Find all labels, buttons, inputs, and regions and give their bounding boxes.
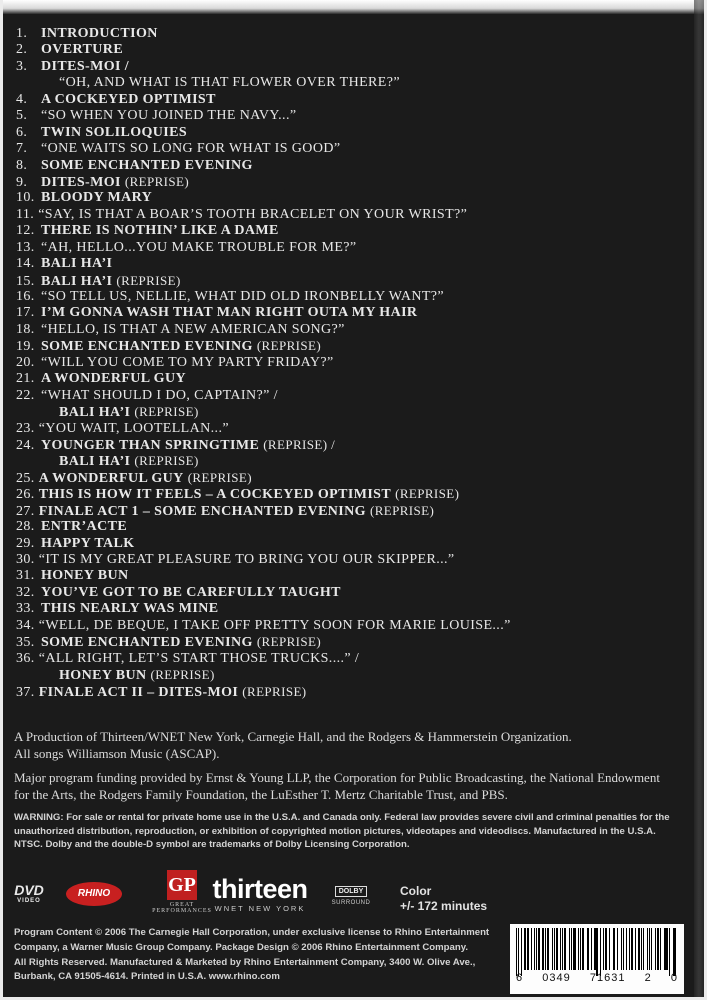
track-title: TWIN SOLILOQUIES (41, 124, 188, 140)
track-title: “ONE WAITS SO LONG FOR WHAT IS GOOD” (41, 141, 341, 157)
dolby-surround-logo (328, 880, 374, 906)
barcode-bar (641, 928, 642, 970)
runtime-info (400, 884, 487, 914)
track-title: OVERTURE (41, 42, 124, 58)
barcode-digit-group: 0 (670, 972, 678, 984)
track-number: 23. (16, 420, 35, 436)
track-item (16, 585, 656, 601)
track-item (16, 42, 656, 58)
track-number: 6. (16, 124, 28, 140)
thirteen-subtitle: WNET NEW YORK (214, 904, 306, 913)
barcode-bar (556, 928, 557, 970)
color-label: Color (400, 884, 432, 898)
runtime-label: +/- 172 minutes (400, 899, 488, 913)
barcode-bar (542, 928, 543, 970)
track-item (16, 453, 656, 469)
track-title: A WONDERFUL GUY (41, 371, 186, 387)
track-item (16, 519, 656, 535)
track-item (16, 59, 656, 75)
barcode-bar (674, 928, 675, 976)
track-item (16, 601, 656, 617)
songs-line: All songs Williamson Music (ASCAP). (14, 746, 220, 761)
track-number: 24. (16, 437, 35, 453)
track-number: 11. (16, 206, 35, 222)
track-title: FINALE ACT II – DITES-MOI (38, 684, 239, 700)
barcode-bar (621, 928, 622, 970)
great-performances-mark: GP (167, 870, 197, 900)
barcode-bar (578, 928, 579, 970)
track-number: 30. (16, 552, 35, 567)
track-title: BALI HA’I (59, 454, 131, 470)
thirteen-logo (204, 874, 316, 913)
track-suffix: (REPRISE) (116, 272, 181, 288)
track-item (16, 404, 656, 420)
track-number: 8. (16, 157, 28, 173)
barcode-bar (614, 928, 615, 970)
barcode-bar (657, 928, 658, 970)
track-item (16, 634, 656, 650)
track-number: 22. (16, 387, 35, 403)
dolby-box: DOLBY (335, 886, 368, 897)
track-number: 33. (16, 601, 35, 617)
great-performances-caption: GREAT PERFORMANCES (152, 902, 212, 914)
track-title: “WILL YOU COME TO MY PARTY FRIDAY?” (41, 354, 334, 370)
track-item (16, 174, 656, 190)
track-number: 26. (16, 487, 35, 503)
track-item (16, 125, 656, 141)
production-line: A Production of Thirteen/WNET New York, Carnegie Hall, and the Rodgers & Hammerstein Organization. (14, 729, 572, 744)
track-title: THIS IS HOW IT FEELS – A COCKEYED OPTIMIST (38, 487, 392, 503)
barcode-bar (580, 928, 581, 970)
barcode-bar (617, 928, 618, 970)
upc-barcode (510, 924, 684, 994)
barcode-bar (538, 928, 539, 970)
barcode-bar (651, 928, 652, 970)
track-item (16, 273, 656, 289)
track-list (16, 26, 656, 700)
track-number: 31. (16, 568, 35, 584)
barcode-bar (626, 928, 627, 970)
track-item (16, 26, 656, 42)
track-item (16, 223, 656, 239)
track-suffix: (REPRISE) / (263, 436, 336, 452)
track-item (16, 421, 656, 437)
barcode-bar (587, 928, 588, 970)
barcode-bar (649, 928, 650, 970)
track-suffix: (REPRISE) (369, 502, 435, 518)
legal-line: Company, a Warner Music Group Company. Package Design © 2006 Rhino Entertainment Company. (14, 941, 468, 953)
barcode-bar (665, 928, 667, 970)
track-item (16, 92, 656, 108)
track-title: BALI HA’I (59, 405, 131, 421)
warning-text: WARNING: For sale or rental for private home use in the U.S.A. and Canada only. Federal law provides severe civil and criminal penalties for the unauthorized distribution, reproduction, or exhibition of copyrighted motion pictures, videotapes and videodiscs. Manufactured in the U.S.A. NTSC. Dolby and the double-D symbol are trademarks of Dolby Licensing Corporation. (14, 812, 670, 850)
track-title: “SAY, IS THAT A BOAR’S TOOTH BRACELET ON YOUR WRIST?” (38, 206, 468, 222)
track-number: 12. (16, 223, 35, 239)
track-title: ENTR’ACTE (41, 519, 128, 535)
track-number: 32. (16, 584, 35, 600)
logo-row (12, 870, 572, 916)
track-number: 16. (16, 289, 35, 304)
track-item (16, 75, 656, 91)
track-item (16, 141, 656, 157)
track-number: 3. (16, 58, 28, 74)
barcode-digit-group: 71631 (589, 972, 626, 984)
track-title: “ALL RIGHT, LET’S START THOSE TRUCKS....” / (38, 650, 360, 666)
track-suffix: (REPRISE) (134, 404, 199, 420)
dvd-logo-text: DVD (14, 882, 44, 898)
track-number: 20. (16, 354, 35, 370)
track-title: FINALE ACT 1 – SOME ENCHANTED EVENING (38, 503, 366, 519)
track-suffix: (REPRISE) (124, 173, 190, 189)
track-item (16, 158, 656, 174)
barcode-bar (591, 928, 592, 970)
track-number: 34. (16, 617, 35, 633)
barcode-bar (571, 928, 572, 970)
legal-line: Program Content © 2006 The Carnegie Hall Corporation, under exclusive license to Rhino Entertainment (14, 927, 490, 938)
track-suffix: (REPRISE) (187, 469, 252, 485)
track-item (16, 371, 656, 387)
track-item (16, 667, 656, 683)
track-item (16, 322, 656, 338)
track-number: 4. (16, 91, 28, 107)
barcode-bars (516, 928, 678, 974)
track-title: YOUNGER THAN SPRINGTIME (41, 437, 260, 453)
legal-text (14, 926, 494, 985)
track-suffix: (REPRISE) (395, 486, 460, 502)
barcode-bar (569, 928, 570, 970)
track-number: 2. (16, 42, 28, 58)
track-number: 17. (16, 305, 35, 321)
track-number: 5. (16, 108, 28, 124)
barcode-bar (560, 928, 561, 970)
barcode-bar (623, 928, 624, 970)
track-title: BLOODY MARY (41, 190, 153, 206)
barcode-bar (638, 928, 639, 970)
track-item (16, 568, 656, 584)
track-item (16, 305, 656, 321)
track-title: THIS NEARLY WAS MINE (41, 601, 219, 617)
barcode-bar (664, 928, 665, 970)
track-item (16, 256, 656, 272)
track-suffix: (REPRISE) (256, 634, 322, 650)
barcode-digit-group: 0349 (542, 972, 571, 984)
barcode-bar (605, 928, 607, 970)
track-number: 1. (16, 26, 28, 41)
barcode-bar (582, 928, 583, 970)
track-title: HAPPY TALK (41, 535, 135, 551)
case-top-lip (0, 0, 707, 14)
barcode-digit-group: 2 (644, 972, 652, 984)
track-suffix: (REPRISE) (242, 683, 307, 699)
track-title: A WONDERFUL GUY (38, 470, 184, 486)
barcode-bar (596, 928, 597, 976)
barcode-digits (516, 972, 678, 984)
track-number: 9. (16, 174, 28, 190)
track-title: HONEY BUN (41, 568, 129, 584)
rhino-logo: RHINO (66, 882, 122, 906)
track-number: 13. (16, 239, 35, 255)
track-item (16, 486, 656, 502)
track-title: I’M GONNA WASH THAT MAN RIGHT OUTA MY HAIR (41, 305, 418, 321)
track-title: DITES-MOI / (41, 58, 130, 74)
track-title: THERE IS NOTHIN’ LIKE A DAME (41, 223, 279, 239)
track-title: SOME ENCHANTED EVENING (41, 157, 253, 173)
track-suffix: (REPRISE) (256, 338, 322, 354)
track-title: SOME ENCHANTED EVENING (41, 339, 253, 355)
track-item (16, 338, 656, 354)
funding-credits (14, 769, 674, 803)
track-title: “OH, AND WHAT IS THAT FLOWER OVER THERE?” (59, 75, 400, 91)
track-title: “IT IS MY GREAT PLEASURE TO BRING YOU OUR SKIPPER...” (38, 552, 455, 567)
track-item (16, 684, 656, 700)
track-number: 7. (16, 141, 28, 157)
track-item (16, 437, 656, 453)
legal-line: Burbank, CA 91505-4614. Printed in U.S.A. www.rhino.com (14, 971, 280, 983)
barcode-bar (527, 928, 529, 970)
track-number: 35. (16, 635, 35, 651)
track-item (16, 552, 656, 568)
track-number: 15. (16, 273, 35, 289)
barcode-bar (552, 928, 553, 970)
track-title: “HELLO, IS THAT A NEW AMERICAN SONG?” (41, 321, 345, 337)
track-item (16, 388, 656, 404)
track-item (16, 503, 656, 519)
track-number: 27. (16, 503, 35, 519)
barcode-bar (554, 928, 555, 970)
track-title: BALI HA’I (41, 256, 113, 272)
funding-line: Major program funding provided by Ernst & Young LLP, the Corporation for Public Broadcasting, the National Endowment for the Arts, the Rodgers Family Foundation, the LuEsther T. Mertz Charitable Trust, and PBS. (14, 770, 660, 802)
legal-line: All Rights Reserved. Manufactured & Marketed by Rhino Entertainment Company, 3400 W. Olive Ave., (14, 956, 476, 968)
barcode-bar (518, 928, 519, 976)
track-number: 10. (16, 190, 35, 206)
track-title: “YOU WAIT, LOOTELLAN...” (38, 420, 229, 436)
track-item (16, 651, 656, 667)
track-title: SOME ENCHANTED EVENING (41, 635, 253, 651)
track-number: 37. (16, 684, 35, 700)
track-item (16, 470, 656, 486)
track-number: 28. (16, 519, 35, 535)
track-title: A COCKEYED OPTIMIST (41, 91, 216, 107)
track-title: INTRODUCTION (41, 26, 158, 41)
track-title: “WHAT SHOULD I DO, CAPTAIN?” / (41, 387, 278, 403)
barcode-bar (562, 928, 563, 970)
great-performances-logo (152, 870, 212, 916)
track-number: 14. (16, 256, 35, 272)
barcode-bar (635, 928, 636, 970)
track-title: YOU’VE GOT TO BE CAREFULLY TAUGHT (41, 584, 341, 600)
barcode-bar (524, 928, 525, 970)
barcode-bar (588, 928, 589, 970)
barcode-bar (647, 928, 648, 970)
barcode-bar (631, 928, 633, 970)
track-title: “WELL, DE BEQUE, I TAKE OFF PRETTY SOON FOR MARIE LOUISE...” (38, 617, 511, 633)
track-number: 21. (16, 371, 35, 387)
production-credits (14, 728, 674, 762)
barcode-bar (521, 928, 522, 976)
barcode-bar (629, 928, 630, 970)
barcode-bar (613, 928, 614, 970)
track-item (16, 240, 656, 256)
barcode-bar (536, 928, 537, 970)
track-title: DITES-MOI (41, 174, 121, 190)
track-item (16, 289, 656, 305)
track-number: 25. (16, 470, 35, 486)
barcode-digit-group: 6 (516, 972, 524, 984)
track-title: “SO WHEN YOU JOINED THE NAVY...” (41, 108, 297, 124)
track-item (16, 536, 656, 552)
track-title: HONEY BUN (59, 668, 147, 684)
track-suffix: (REPRISE) (150, 667, 215, 683)
barcode-bar (564, 928, 565, 970)
track-title: “AH, HELLO...YOU MAKE TROUBLE FOR ME?” (41, 239, 357, 255)
barcode-bar (673, 928, 674, 976)
track-item (16, 618, 656, 634)
track-title: “SO TELL US, NELLIE, WHAT DID OLD IRONBELLY WANT?” (41, 289, 445, 304)
case-spine-strip (694, 0, 704, 1000)
track-item (16, 355, 656, 371)
track-number: 19. (16, 339, 35, 355)
dolby-subtitle: SURROUND (331, 900, 371, 906)
track-number: 29. (16, 535, 35, 551)
dvd-logo-subtext: VIDEO (17, 898, 41, 904)
dvd-video-logo (12, 882, 46, 908)
barcode-bar (516, 928, 517, 976)
barcode-bar (643, 928, 644, 970)
track-suffix: (REPRISE) (134, 453, 199, 469)
track-title: BALI HA’I (41, 273, 113, 289)
track-number: 18. (16, 321, 35, 337)
barcode-bar (573, 928, 575, 970)
thirteen-wordmark: thirteen (212, 874, 308, 904)
barcode-bar (600, 928, 601, 976)
barcode-bar (534, 928, 535, 970)
barcode-bar (660, 928, 661, 970)
barcode-bar (603, 928, 604, 970)
track-number: 36. (16, 650, 35, 666)
track-item (16, 207, 656, 223)
barcode-bar (655, 928, 656, 970)
track-item (16, 190, 656, 206)
barcode-bar (594, 928, 595, 970)
track-item (16, 108, 656, 124)
barcode-bar (545, 928, 546, 970)
barcode-bar (531, 928, 532, 970)
barcode-bar (669, 928, 670, 976)
barcode-bar (547, 928, 549, 970)
barcode-bar (609, 928, 610, 970)
